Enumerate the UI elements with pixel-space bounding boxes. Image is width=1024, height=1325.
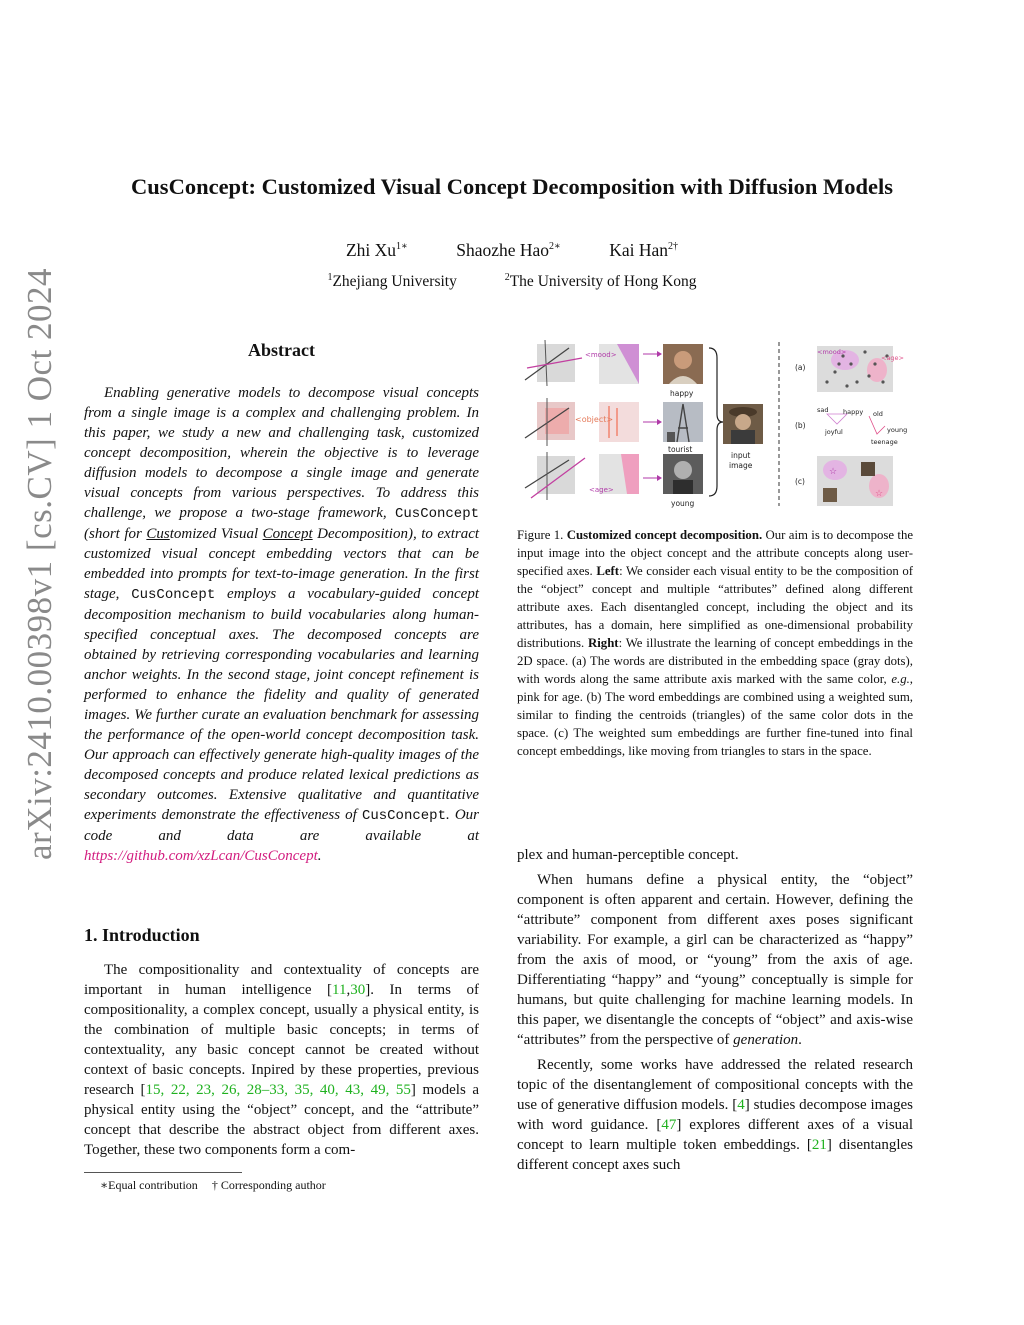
author-list — [0, 240, 1024, 261]
svg-text:image: image — [729, 461, 753, 470]
svg-text:<age>: <age> — [589, 486, 614, 494]
paragraph: Recently, some works have addressed the related research topic of the disentanglement of compositional concepts with the use of generative diffusion models. [4] studies decompose images with word guidance. [47] explores different axes of a visual concept to learn multiple token embeddings. [21] disentangles different concept axes such — [517, 1057, 914, 1173]
svg-text:<mood>: <mood> — [585, 351, 617, 359]
svg-text:☆: ☆ — [875, 488, 884, 498]
svg-text:<object>: <object> — [575, 415, 614, 424]
svg-text:joyful: joyful — [825, 428, 843, 436]
svg-text:☆: ☆ — [829, 466, 838, 476]
embedding-space-panels — [795, 346, 907, 506]
citation-list[interactable]: 15, 22, 23, 26, 28–33, 35, 40, 43, 49, 55 — [145, 1082, 411, 1098]
citation[interactable]: 21 — [811, 1137, 827, 1153]
introduction-body: The compositionality and contextuality of concepts are important in human intelligence [11,30]. In terms of compositionality, a complex concept, usually a physical entity, is the combination of multiple basic concepts; in terms of contextuality, any basic concept cannot be created without context of basic concepts. Inpired by these properties, previous research [15, 22, 23, 26, 28–33, 35, 40, 43, 49, 55] models a physical entity using the “object” concept, and the “attribute” concept that describe the abstract object from different axes. Together, these two components form a com- — [84, 962, 480, 1158]
age-axis-block — [525, 452, 662, 500]
svg-text:(b): (b) — [795, 421, 806, 430]
figure-1-caption: Figure 1. Customized concept decomposition. Our aim is to decompose the input image into the object concept and the attribute concepts along user-specified axes. Left: We consider each visual entity to be the composition of the “object” concept and multiple “attributes” defined along different attribute axes. Each disentangled concept, including the object and its attributes, has a domain, here simplified as one-dimensional probability distributions. Right: We illustrate the learning of concept embeddings in the 2D space. (a) The words are distributed in the embedding space (gray dots), with words along the same attribute axis marked with the same color, e.g., pink for age. (b) The word embeddings are combined using a weighted sum, similar to finding the centroids (triangles) of the same color dots in the space. (c) The weighted sum embeddings are further fine-tuned into final concept embeddings, like moving from triangles to stars in the space. — [517, 528, 914, 758]
right-column-body — [517, 845, 913, 1180]
paragraph: When humans define a physical entity, the “object” component is often apparent and certain. However, defining the “attribute” component from different axes poses significant variability. For example, a girl can be characterized as “happy” from the axis of mood, or “young” from the axis of age. Differentiating “happy” and “young” conceptually is simple for humans, but quite challenging for machine learning models. In this paper, we disentangle the concepts of “object” and axis-wise “attributes” from the perspective of generation. — [517, 872, 913, 1048]
abstract-heading: Abstract — [248, 340, 315, 360]
svg-text:teenage: teenage — [871, 438, 898, 446]
paragraph: plex and human-perceptible concept. — [517, 847, 739, 863]
introduction-heading: 1. Introduction — [84, 925, 200, 945]
photo-young — [663, 454, 703, 508]
svg-text:old: old — [873, 410, 883, 418]
affiliation-1: $^1$Zhejiang University — [327, 272, 457, 291]
svg-text:tourist: tourist — [668, 445, 693, 454]
svg-text:input: input — [731, 451, 751, 460]
github-link[interactable]: https://github.com/xzLcan/CusConcept — [84, 848, 318, 864]
author-2: Shaozhe Hao$^{2∗}$ — [456, 240, 561, 260]
object-axis-block — [525, 398, 662, 446]
affiliation-2: $^2$The University of Hong Kong — [504, 272, 697, 291]
svg-text:young: young — [671, 499, 695, 508]
svg-text:(a): (a) — [795, 363, 806, 372]
citation[interactable]: 4 — [737, 1097, 745, 1113]
photo-happy — [663, 344, 703, 398]
abstract-body: Enabling generative models to decompose visual concepts from a single image is a complex and challenging problem. In this paper, we study a new and challenging task, customized concept decomposition, wherein the objective is to leverage diffusion models to decompose a single image and generate visual concepts from various perspectives. To address this challenge, we propose a two-stage framework, CusConcept (short for Customized Visual Concept Decomposition), to extract customized visual concept embedding vectors that can be embedded into prompts for text-to-image generation. In the first stage, CusConcept employs a vocabulary-guided concept decomposition mechanism to build vocabularies along human-specified conceptual axes. The decomposed concepts are obtained by retrieving corresponding vocabularies and learning anchor weights. In the second stage, joint concept refinement is performed to enhance the fidelity and quality of generated images. We further curate an evaluation benchmark for assessing the performance of the open-world concept decomposition task. Our approach can effectively generate high-quality images of the decomposed concepts and produce related lexical predictions as secondary outcomes. Extensive qualitative and quantitative experiments demonstrate the effectiveness of CusConcept. Our code and data are available at https://github.com/xzLcan/CusConcept. — [84, 385, 480, 864]
author-1: Zhi $Xu^{1∗}$ — [345, 240, 408, 260]
figure-1 — [517, 338, 913, 510]
svg-text:(c): (c) — [795, 477, 805, 486]
citation[interactable]: 47 — [661, 1117, 677, 1133]
photo-tourist — [663, 402, 703, 454]
svg-text:<mood>: <mood> — [817, 348, 847, 356]
photo-column — [663, 344, 723, 508]
footnote-rule — [84, 1172, 242, 1173]
affiliations — [0, 272, 1024, 291]
input-image — [723, 404, 763, 470]
paper-title: CusConcept: Customized Visual Concept Decomposition with Diffusion Models — [131, 174, 893, 199]
arxiv-sidebar-stamp: arXiv:2410.00398v1 [cs.CV] 1 Oct 2024 — [20, 267, 59, 860]
svg-text:young: young — [887, 426, 908, 434]
concept-axes-diagram — [525, 340, 662, 500]
citation[interactable]: 30 — [350, 982, 366, 998]
author-3: Kai Han$^{2\dagger}$ — [609, 240, 679, 260]
mood-axis-block — [525, 340, 662, 386]
footnote: ∗Equal contribution † Corresponding author — [100, 1178, 326, 1192]
citation[interactable]: 11 — [332, 982, 347, 998]
svg-text:<age>: <age> — [881, 354, 905, 362]
svg-text:sad: sad — [817, 406, 829, 414]
svg-text:happy: happy — [670, 389, 694, 398]
svg-text:happy: happy — [843, 408, 864, 416]
